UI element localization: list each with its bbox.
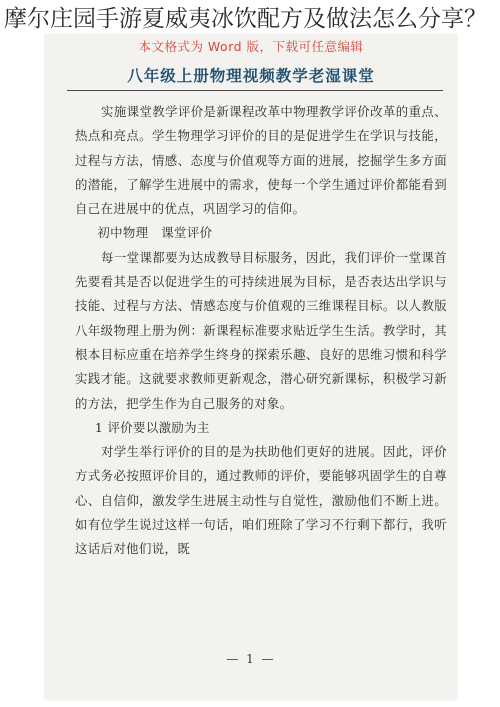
document-body [75, 100, 447, 562]
paragraph-intro: 实施课堂教学评价是新课程改革中物理教学评价改革的重点、热点和亮点。学生物理学习评价的目的是促进学生在学识与技能，过程与方法，情感、态度与价值观等方面的进展，挖掘学生多方面的潜能，了解学生进展中的需求，使每一个学生通过评价都能看到自己在进展中的优点，巩固学习的信仰。 [75, 104, 447, 217]
section-heading: 初中物理 课堂评价 [97, 225, 213, 241]
subsection-heading: 1 评价要以激励为主 [94, 419, 210, 435]
document-title: 八年级上册物理视频教学老湿课堂 [127, 67, 375, 85]
document-scan [45, 34, 457, 700]
document-watermark: 本文格式为 Word 版，下载可任意编辑 [138, 39, 364, 54]
paragraph-encouragement: 对学生举行评价的目的是为扶助他们更好的进展。因此，评价方式务必按照评价目的，通过教师的评价，要能够巩固学生的自尊心、自信仰，激发学生进展主动性与自觉性，激励他们不断上进。如有位学生说过这样一句话，咱们班除了学习不行剩下都行，我听这话后对他们说，既 [75, 444, 447, 557]
page-title: 摩尔庄园手游夏威夷冰饮配方及做法怎么分享？ [4, 6, 487, 32]
title-divider [67, 90, 443, 91]
page-number: — 1 — [226, 652, 276, 666]
paragraph-goals: 每一堂课都要为达成教导目标服务，因此，我们评价一堂课首先要看其是否以促进学生的可持续进展为目标，是否表达出学识与技能、过程与方法、情感态度与价值观的三维课程目标。以人教版八年级物理上册为例：新课程标准要求贴近学生生活。教学时，其根本目标应重在培养学生终身的探索乐趣、良好的思维习惯和科学实践才能。这就要求教师更新观念，潜心研究新课标，积极学习新的方法，把学生作为自己服务的对象。 [75, 249, 447, 411]
